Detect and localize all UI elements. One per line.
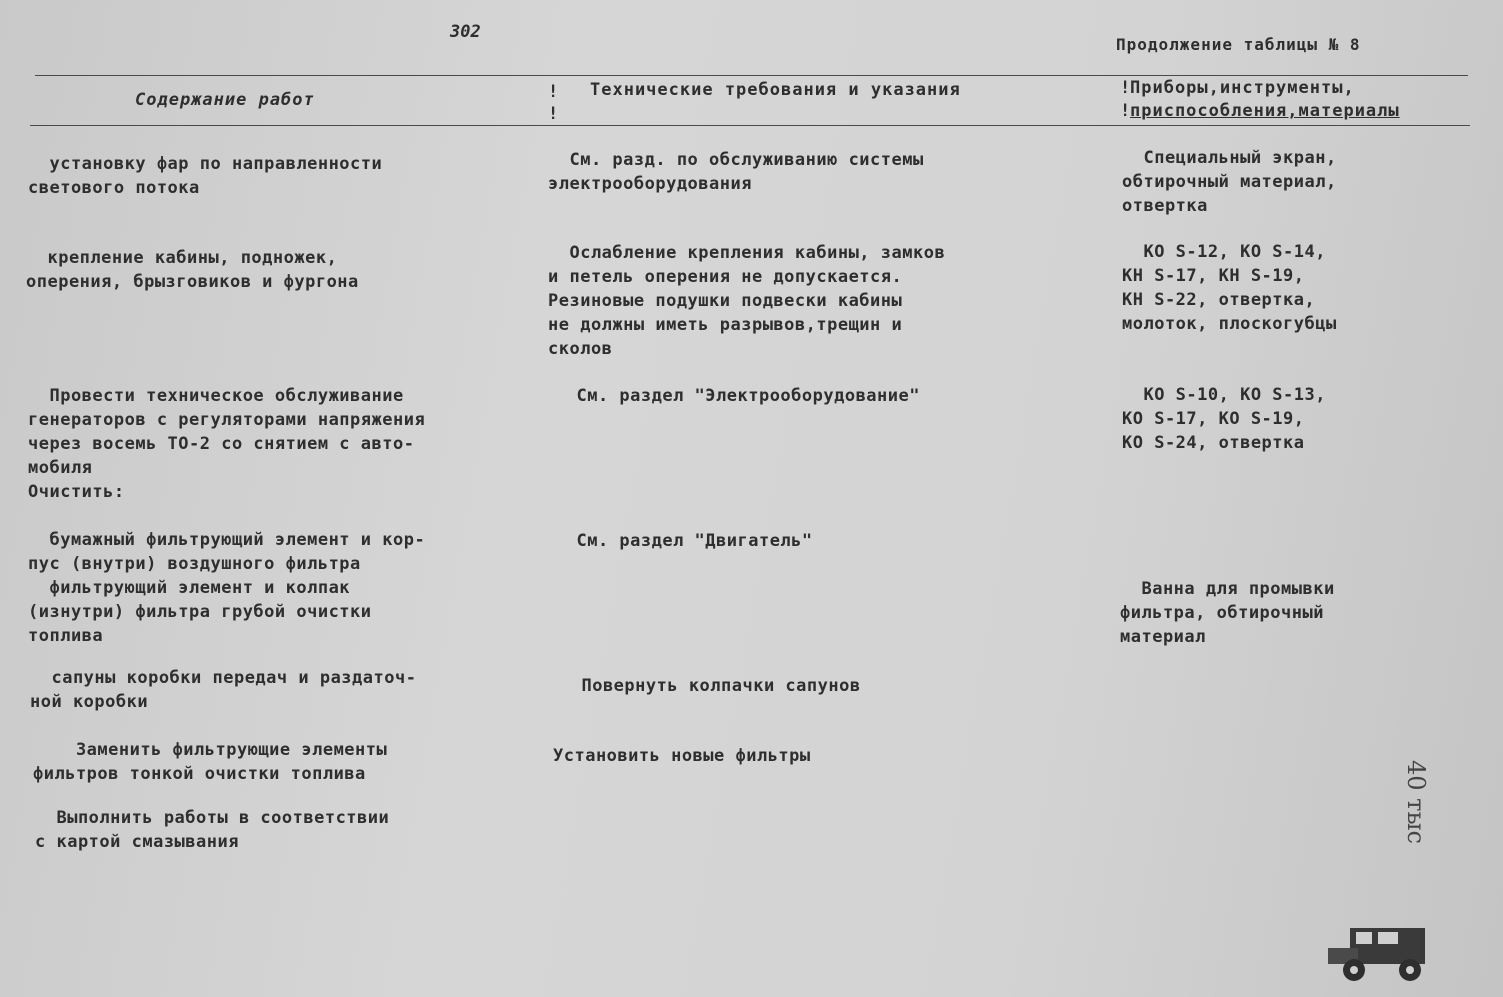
row-6-requirements: Установить новые фильтры (553, 746, 811, 766)
row-5-work: сапуны коробки передач и раздаточ- ной коробки (30, 668, 417, 712)
row-3-work: Провести техническое обслуживание генераторов с регуляторами напряжения через восемь ТО-2 со снятием с авто- мобиля Очистить: (28, 386, 426, 502)
header-separator: ! (548, 82, 559, 102)
header-separator: ! (548, 104, 559, 124)
header-requirements: Технические требования и указания (590, 80, 961, 100)
row-7-work: Выполнить работы в соответствии с картой смазывания (35, 808, 390, 852)
header-work-content: Содержание работ (135, 90, 315, 110)
row-2-tools: KO S-12, KO S-14, KH S-17, KH S-19, KH S-22, отвертка, молоток, плоскогубцы (1122, 242, 1337, 334)
row-2-requirements: Ослабление крепления кабины, замков и петель оперения не допускается. Резиновые подушки подвески кабины не должны иметь разрывов,трещин и сколов (548, 243, 946, 359)
header-top-rule (35, 75, 1468, 76)
table-continuation-label: Продолжение таблицы № 8 (1116, 35, 1361, 54)
handwritten-note: 40 тыс (1402, 760, 1430, 844)
header-separator: ! (1120, 101, 1131, 121)
row-1-requirements: См. разд. по обслуживанию системы электрооборудования (548, 150, 924, 194)
page-number: 302 (450, 22, 481, 42)
row-4-tools: Ванна для промывки фильтра, обтирочный материал (1120, 579, 1335, 647)
truck-stamp (1318, 918, 1438, 992)
row-1-work: установку фар по направленности светового потока (28, 154, 383, 198)
header-bottom-rule (30, 125, 1470, 126)
row-4-requirements: См. раздел "Двигатель" (555, 531, 813, 551)
row-3-requirements: См. раздел "Электрооборудование" (555, 386, 920, 406)
row-3-tools: KO S-10, KO S-13, KO S-17, KO S-19, KO S-24, отвертка (1122, 385, 1326, 453)
header-tools-line1: Приборы,инструменты, (1130, 78, 1355, 98)
header-separator: ! (1120, 78, 1131, 98)
row-6-work: Заменить фильтрующие элементы фильтров тонкой очистки топлива (33, 740, 388, 784)
row-2-work: крепление кабины, подножек, оперения, брызговиков и фургона (26, 248, 359, 292)
row-5-requirements: Повернуть колпачки сапунов (560, 676, 861, 696)
header-tools-line2: приспособления,материалы (1130, 101, 1400, 121)
row-4-work: бумажный фильтрующий элемент и кор- пус (внутри) воздушного фильтра фильтрующий элемент и колпак (изнутри) фильтра грубой очистки топлива (28, 530, 426, 646)
row-1-tools: Специальный экран, обтирочный материал, отвертка (1122, 148, 1337, 216)
